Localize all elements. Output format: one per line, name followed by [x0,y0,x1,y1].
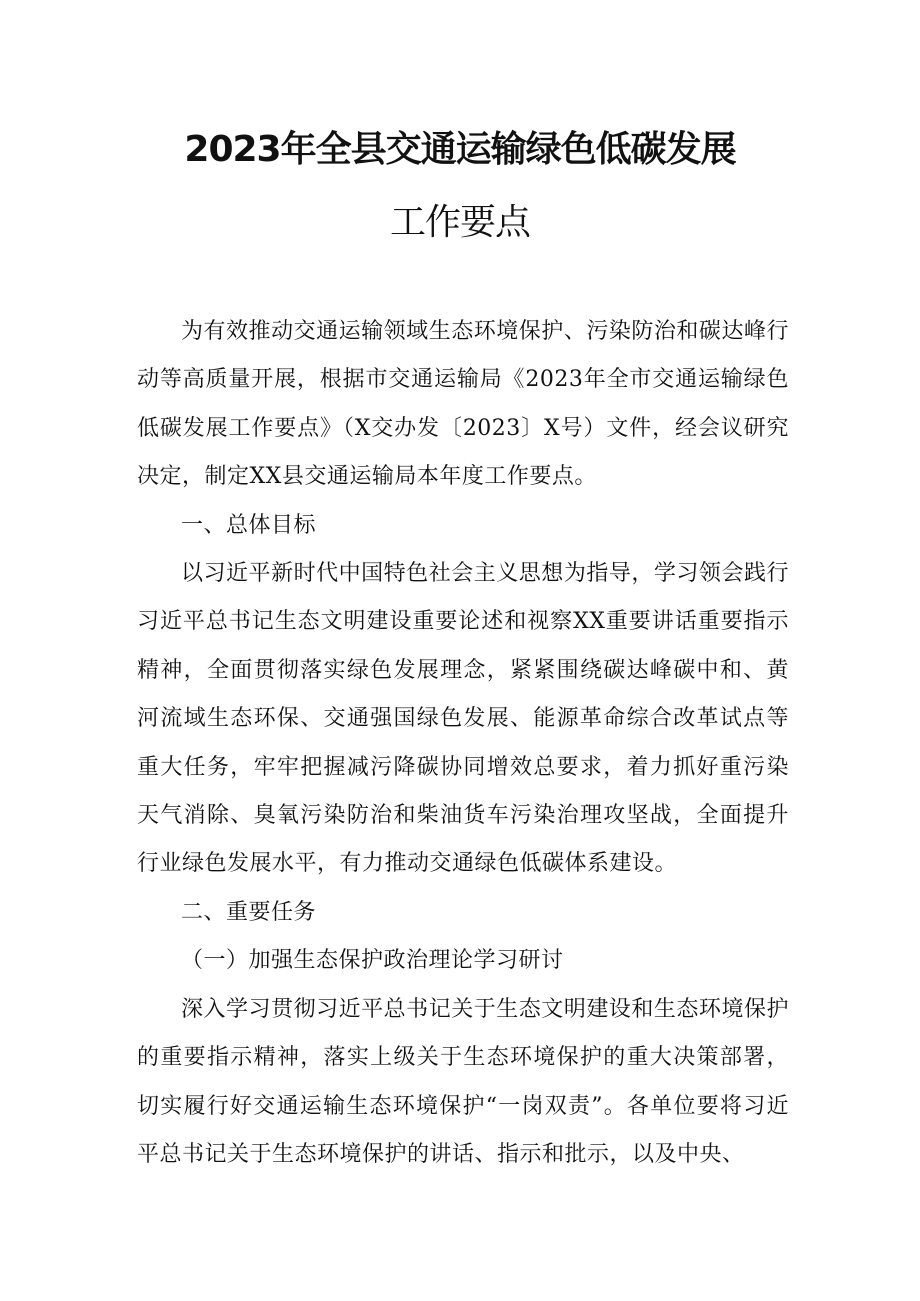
document-title-line-2: 工作要点 [389,202,530,243]
document-body [137,308,789,1179]
document-title-line-1: 2023年全县交通运输绿色低碳发展 [184,129,736,170]
overall-goal-paragraph: 以习近平新时代中国特色社会主义思想为指导，学习领会践行习近平总书记生态文明建设重要论述和视察XX重要讲话重要指示精神，全面贯彻落实绿色发展理念，紧紧围绕碳达峰碳中和、黄河流域生态环保、交通强国绿色发展、能源革命综合改革试点等重大任务，牢牢把握减污降碳协同增效总要求，着力抓好重污染天气消除、臭氧污染防治和柴油货车污染治理攻坚战，全面提升行业绿色发展水平，有力推动交通绿色低碳体系建设。 [137,561,789,877]
subsection-heading-1: （一）加强生态保护政治理论学习研讨 [181,948,564,974]
section-heading-key-tasks: 二、重要任务 [181,899,317,925]
subsection-1-paragraph: 深入学习贯彻习近平总书记关于生态文明建设和生态环境保护的重要指示精神，落实上级关于生态环境保护的重大决策部署，切实履行好交通运输生态环境保护“一岗双责”。各单位要将习近平总书记关于生态环境保护的讲话、指示和批示，以及中央、 [137,996,789,1167]
section-heading-overall-goal: 一、总体目标 [181,512,317,538]
intro-paragraph: 为有效推动交通运输领域生态环境保护、污染防治和碳达峰行动等高质量开展，根据市交通运输局《2023年全市交通运输绿色低碳发展工作要点》（X交办发〔2023〕X号）文件，经会议研究决定，制定XX县交通运输局本年度工作要点。 [137,319,789,490]
